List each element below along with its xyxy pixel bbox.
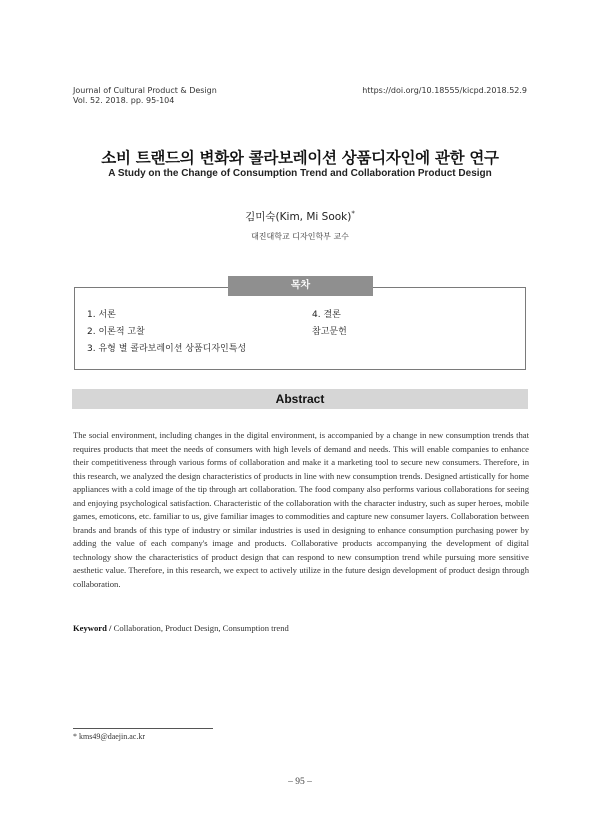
journal-name: Journal of Cultural Product & Design	[73, 86, 217, 95]
author	[0, 209, 600, 224]
toc-item: 1. 서론	[87, 310, 116, 320]
page-number: – 95 –	[288, 777, 312, 787]
toc-item: 3. 유형 별 콜라보레이션 상품디자인특성	[87, 344, 247, 354]
volume-info: Vol. 52. 2018. pp. 95-104	[73, 96, 175, 105]
toc-item: 4. 결론	[312, 310, 341, 320]
keywords	[73, 623, 529, 633]
author-name: 김미숙(Kim, Mi Sook)	[245, 211, 352, 223]
toc-item: 2. 이론적 고찰	[87, 327, 145, 337]
title-korean: 소비 트랜드의 변화와 콜라보레이션 상품디자인에 관한 연구	[101, 149, 499, 167]
doi-link[interactable]: https://doi.org/10.18555/kicpd.2018.52.9	[362, 86, 527, 95]
keyword-label: Keyword /	[73, 623, 112, 633]
footnote-email: * kms49@daejin.ac.kr	[73, 732, 146, 741]
author-footnote-mark: *	[351, 209, 355, 218]
title-english: A Study on the Change of Consumption Trend and Collaboration Product Design	[108, 168, 492, 179]
abstract-body: The social environment, including changes in the digital environment, is accompanied by a change in new consumption trends that requires products that meet the needs of consumers with high levels of demand and needs. This will enable companies to enhance their competitiveness through various forms of collaboration and make it a marketing tool to secure new consumers. Therefore, in this research, we analyzed the design characteristics of products in line with new consumption trends. Designed artistically for home appliances with a cold image of the tip through art collaboration. The food company also performs various collaborations for seeing and enjoying psychological satisfaction. Characteristic of the collaboration with the character industry, such as super heroes, mobile games, emoticons, etc. familiar to us, give familiar images to commodities and capture new consumer layers. Collaboration between brands and brands of this type of industry or similar industries is used in designing to enhance consumption purchasing power by adding the value of each company's image and products. Collaborative products accompanying the development of digital technology show the characteristics of product design that can respond to new consumption trend while pursuing more sensitive aesthetic value. Therefore, in this research, we expect to actively utilize in the future design development of product design through collaboration.	[73, 430, 529, 589]
author-affiliation: 대진대학교 디자인학부 교수	[251, 232, 349, 241]
toc-item: 참고문헌	[312, 327, 347, 337]
abstract-heading: Abstract	[72, 389, 528, 409]
keyword-list: Collaboration, Product Design, Consumption trend	[113, 623, 289, 633]
footnote-divider	[73, 728, 213, 729]
toc-title: 목차	[228, 276, 373, 296]
